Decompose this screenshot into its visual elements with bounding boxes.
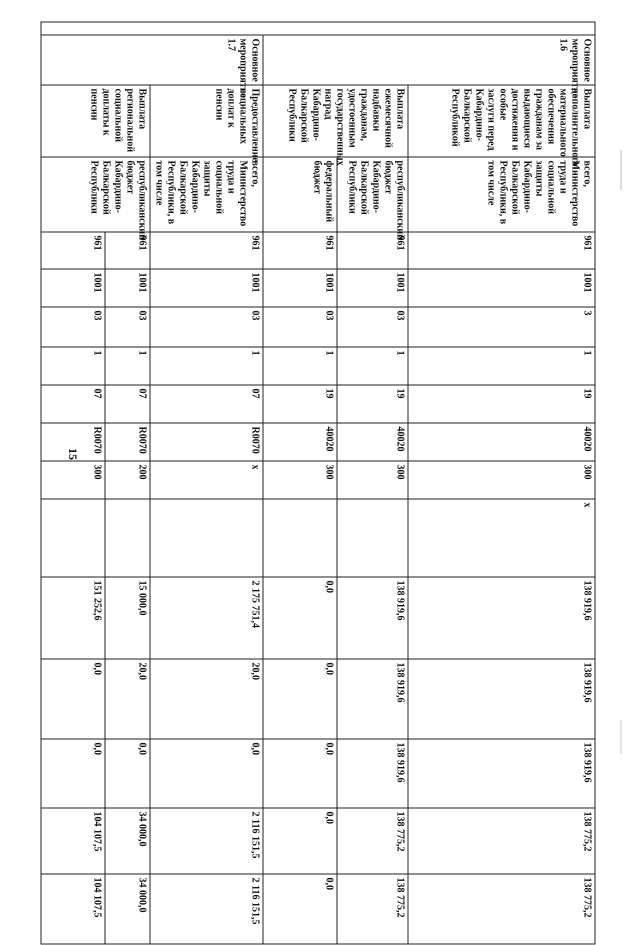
page-number: 15 [66, 448, 80, 460]
left-margin-cell [41, 22, 595, 35]
vr-cell: 200 [105, 461, 150, 499]
pr-cell: 03 [263, 307, 337, 347]
pr-cell: 03 [41, 307, 105, 347]
value-cell [105, 499, 150, 577]
vr-cell: 300 [263, 461, 337, 499]
csr-cell-3: 40020 [263, 423, 337, 461]
table-row [408, 22, 595, 944]
csr-cell-2: 07 [150, 385, 263, 423]
rz-cell: 1001 [41, 269, 105, 307]
vr-cell: 300 [408, 461, 595, 499]
value-cell: 34 000,0 [105, 808, 150, 874]
value-cell: 2 175 751,4 [150, 577, 263, 659]
value-cell: 151 252,6 [41, 577, 105, 659]
name-cell: Выплата дополнительного материального обеспечения гражданам за выдающиеся достижения и особые заслуги перед Кабардино-Балкарской Республикой [408, 85, 595, 157]
source-cell: республиканский бюджет Кабардино-Балкарской Республики [337, 157, 408, 232]
csr-cell-1: 1 [41, 347, 105, 385]
csr-cell-1: 1 [337, 347, 408, 385]
grbs-cell: 961 [408, 232, 595, 269]
pr-cell: 03 [150, 307, 263, 347]
value-cell [41, 499, 105, 577]
value-cell: x [408, 499, 595, 577]
value-cell: 138 919,6 [337, 739, 408, 808]
value-cell: 138 919,6 [337, 577, 408, 659]
rz-cell: 1001 [337, 269, 408, 307]
value-cell: 0,0 [263, 808, 337, 874]
value-cell: 138 775,2 [408, 874, 595, 944]
value-cell: 138 775,2 [408, 808, 595, 874]
source-cell: всего, Министерство труда и социальной защиты Кабардино-Балкарской Республики, в том числе [150, 157, 263, 232]
name-cell: Выплата ежемесячной надбавки гражданам, удостоенным государственных наград Кабардино-Балкарской Республики [263, 85, 408, 157]
value-cell [263, 499, 337, 577]
csr-cell-2: 19 [408, 385, 595, 423]
rz-cell: 1001 [408, 269, 595, 307]
value-cell: 0,0 [41, 739, 105, 808]
source-cell: федеральный бюджет [263, 157, 337, 232]
value-cell: 138 919,6 [408, 659, 595, 739]
rz-cell: 1001 [150, 269, 263, 307]
csr-cell-3: 40020 [408, 423, 595, 461]
pr-cell: 3 [408, 307, 595, 347]
value-cell: 2 116 151,5 [150, 874, 263, 944]
name-cell: Предоставление социальных доплат к пенсии [150, 85, 263, 157]
name-cell: Выплата региональной социальной доплаты к пенсии [41, 85, 150, 157]
value-cell: 2 116 151,5 [150, 808, 263, 874]
value-cell: 138 775,2 [337, 808, 408, 874]
csr-cell-2: 19 [263, 385, 337, 423]
csr-cell-2: 07 [105, 385, 150, 423]
value-cell: 0,0 [105, 739, 150, 808]
status-cell: Основное мероприятие 1.7 [41, 35, 263, 85]
table-row [150, 22, 263, 944]
csr-cell-3: R0070 [150, 423, 263, 461]
value-cell: 138 775,2 [337, 874, 408, 944]
value-cell: 138 919,6 [408, 577, 595, 659]
vr-cell: x [150, 461, 263, 499]
csr-cell-2: 19 [337, 385, 408, 423]
value-cell: 0,0 [41, 659, 105, 739]
table-row [105, 22, 150, 944]
pr-cell: 03 [105, 307, 150, 347]
pr-cell: 03 [337, 307, 408, 347]
csr-cell-3: 40020 [337, 423, 408, 461]
csr-cell-1: 1 [105, 347, 150, 385]
program-finance-table [41, 22, 596, 945]
value-cell: 0,0 [263, 577, 337, 659]
source-cell: республиканский бюджет Кабардино-Балкарской Республики [41, 157, 150, 232]
value-cell: 15 000,0 [105, 577, 150, 659]
table-row [263, 22, 337, 944]
grbs-cell: 961 [337, 232, 408, 269]
grbs-cell: 961 [150, 232, 263, 269]
value-cell [150, 499, 263, 577]
value-cell: 34 000,0 [105, 874, 150, 944]
value-cell: 0,0 [263, 874, 337, 944]
value-cell: 0,0 [150, 739, 263, 808]
value-cell: 20,0 [150, 659, 263, 739]
csr-cell-3: R0070 [105, 423, 150, 461]
value-cell: 104 107,5 [41, 808, 105, 874]
value-cell: 104 107,5 [41, 874, 105, 944]
value-cell: 20,0 [105, 659, 150, 739]
csr-cell-3: R0070 [41, 423, 105, 461]
rz-cell: 1001 [105, 269, 150, 307]
table-row [337, 22, 408, 944]
scan-artifact [620, 150, 622, 190]
csr-cell-2: 07 [41, 385, 105, 423]
rz-cell: 1001 [263, 269, 337, 307]
value-cell [337, 499, 408, 577]
value-cell: 0,0 [263, 739, 337, 808]
rotated-table-container [45, 22, 596, 925]
csr-cell-1: 1 [263, 347, 337, 385]
csr-cell-1: 1 [150, 347, 263, 385]
vr-cell: 300 [41, 461, 105, 499]
vr-cell: 300 [337, 461, 408, 499]
grbs-cell: 961 [263, 232, 337, 269]
grbs-cell: 961 [41, 232, 105, 269]
scan-artifact [620, 720, 622, 754]
value-cell: 0,0 [263, 659, 337, 739]
grbs-cell: 961 [105, 232, 150, 269]
value-cell: 138 919,6 [337, 659, 408, 739]
status-cell: Основное мероприятие 1.6 [263, 35, 595, 85]
csr-cell-1: 1 [408, 347, 595, 385]
value-cell: 138 919,6 [408, 739, 595, 808]
source-cell: всего, Министерство труда и социальной защиты Кабардино-Балкарской Республики, в том числе [408, 157, 595, 232]
